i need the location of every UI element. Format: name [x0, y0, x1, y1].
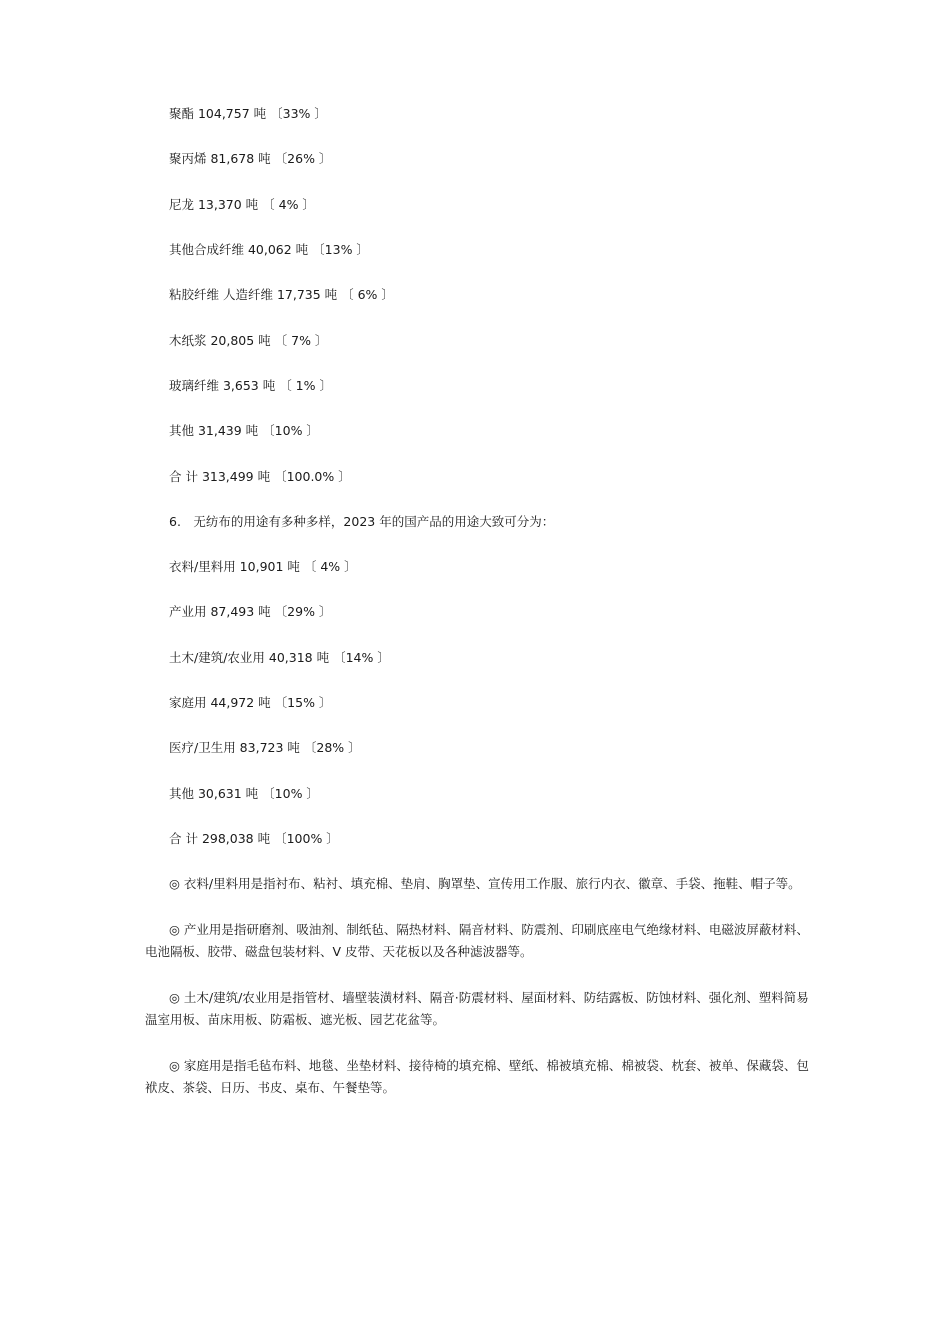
material-line-other: 其他 31,439 吨 〔10% 〕	[169, 423, 319, 438]
note-household: ◎ 家庭用是指毛毡布料、地毯、坐垫材料、接待椅的填充棉、壁纸、棉被填充棉、棉被袋、枕套、被单、保藏袋、包袱皮、茶袋、日历、书皮、桌布、午餐垫等。	[145, 1058, 809, 1095]
use-line-medical-hygiene: 医疗/卫生用 83,723 吨 〔28% 〕	[169, 740, 361, 755]
use-line-total: 合 计 298,038 吨 〔100% 〕	[169, 831, 339, 846]
material-line-polypropylene: 聚丙烯 81,678 吨 〔26% 〕	[169, 151, 332, 166]
use-line-civil-construction-agriculture: 土木/建筑/农业用 40,318 吨 〔14% 〕	[169, 650, 390, 665]
material-line-glass-fiber: 玻璃纤维 3,653 吨 〔 1% 〕	[169, 378, 332, 393]
material-line-wood-pulp: 木纸浆 20,805 吨 〔 7% 〕	[169, 333, 328, 348]
section-6-heading: 6. 无纺布的用途有多种多样，2023 年的国产品的用途大致可分为：	[169, 514, 555, 529]
use-line-industrial: 产业用 87,493 吨 〔29% 〕	[169, 604, 332, 619]
use-line-other: 其他 30,631 吨 〔10% 〕	[169, 786, 319, 801]
use-line-clothing: 衣料/里料用 10,901 吨 〔 4% 〕	[169, 559, 357, 574]
material-line-viscose: 粘胶纤维 人造纤维 17,735 吨 〔 6% 〕	[169, 287, 394, 302]
note-industrial: ◎ 产业用是指研磨剂、吸油剂、制纸毡、隔热材料、隔音材料、防震剂、印刷底座电气绝缘材料、电磁波屏蔽材料、电池隔板、胶带、磁盘包装材料、V 皮带、天花板以及各种滤波器等。	[145, 922, 809, 959]
use-line-household: 家庭用 44,972 吨 〔15% 〕	[169, 695, 332, 710]
material-line-polyester: 聚酯 104,757 吨 〔33% 〕	[169, 106, 327, 121]
note-civil-construction-agriculture: ◎ 土木/建筑/农业用是指管材、墙壁装潢材料、隔音·防震材料、屋面材料、防结露板、防蚀材料、强化剂、塑料简易温室用板、苗床用板、防霜板、遮光板、园艺花盆等。	[145, 990, 809, 1027]
material-line-nylon: 尼龙 13,370 吨 〔 4% 〕	[169, 197, 315, 212]
material-line-other-synthetic: 其他合成纤维 40,062 吨 〔13% 〕	[169, 242, 369, 257]
material-line-total: 合 计 313,499 吨 〔100.0% 〕	[169, 469, 351, 484]
note-clothing: ◎ 衣料/里料用是指衬布、粘衬、填充棉、垫肩、胸罩垫、宣传用工作服、旅行内衣、徽章、手袋、拖鞋、帽子等。	[169, 876, 801, 891]
